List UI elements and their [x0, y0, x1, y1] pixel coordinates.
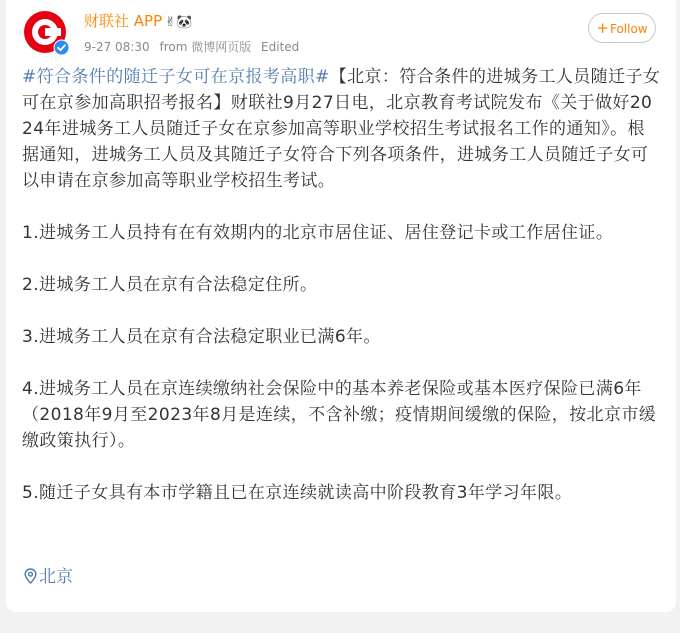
post-text — [22, 64, 662, 506]
edited-label[interactable]: Edited — [261, 40, 300, 54]
user-badges: ✌🐼 — [165, 15, 193, 30]
post-source: from 微博网页版 — [159, 40, 252, 54]
post-date[interactable]: 9-27 08:30 — [84, 40, 150, 54]
location-label[interactable]: 北京 — [39, 567, 73, 587]
plus-icon: + — [596, 19, 609, 37]
verified-badge-icon — [53, 39, 70, 56]
post-meta — [84, 39, 305, 55]
location-link[interactable] — [24, 565, 73, 589]
follow-label: Follow — [609, 22, 648, 36]
location-pin-icon — [24, 568, 37, 584]
post-content: 【北京：符合条件的进城务工人员随迁子女可在京参加高职招考报名】财联社9月27日电，北京教育考试院发布《关于做好2024年进城务工人员随迁子女在京参加高等职业学校招生考试报名工作的通知》。根据通知，进城务工人员及其随迁子女符合下列各项条件，进城务工人员随迁子女可以申请在京参加高等职业学校招生考试。 1.进城务工人员持有在有效期内的北京市居住证、居住登记卡或工作居住证。 2.进城务工人员在京有合法稳定住所。 3.进城务工人员在京有合法稳定职业已满6年。 4.进城务工人员在京连续缴纳社会保险中的基本养老保险或基本医疗保险已满6年（2018年9月至2023年8月是连续，不含补缴；疫情期间缓缴的保险，按北京市缓缴政策执行）。 5.随迁子女具有本市学籍且已在京连续就读高中阶段教育3年学习年限。 — [22, 67, 661, 503]
user-name[interactable] — [84, 11, 192, 33]
user-name-text[interactable]: 财联社 APP — [84, 12, 163, 30]
weibo-post-card — [6, 0, 676, 612]
follow-button[interactable] — [588, 13, 656, 43]
hashtag-link[interactable]: #符合条件的随迁子女可在京报考高职# — [22, 67, 330, 87]
